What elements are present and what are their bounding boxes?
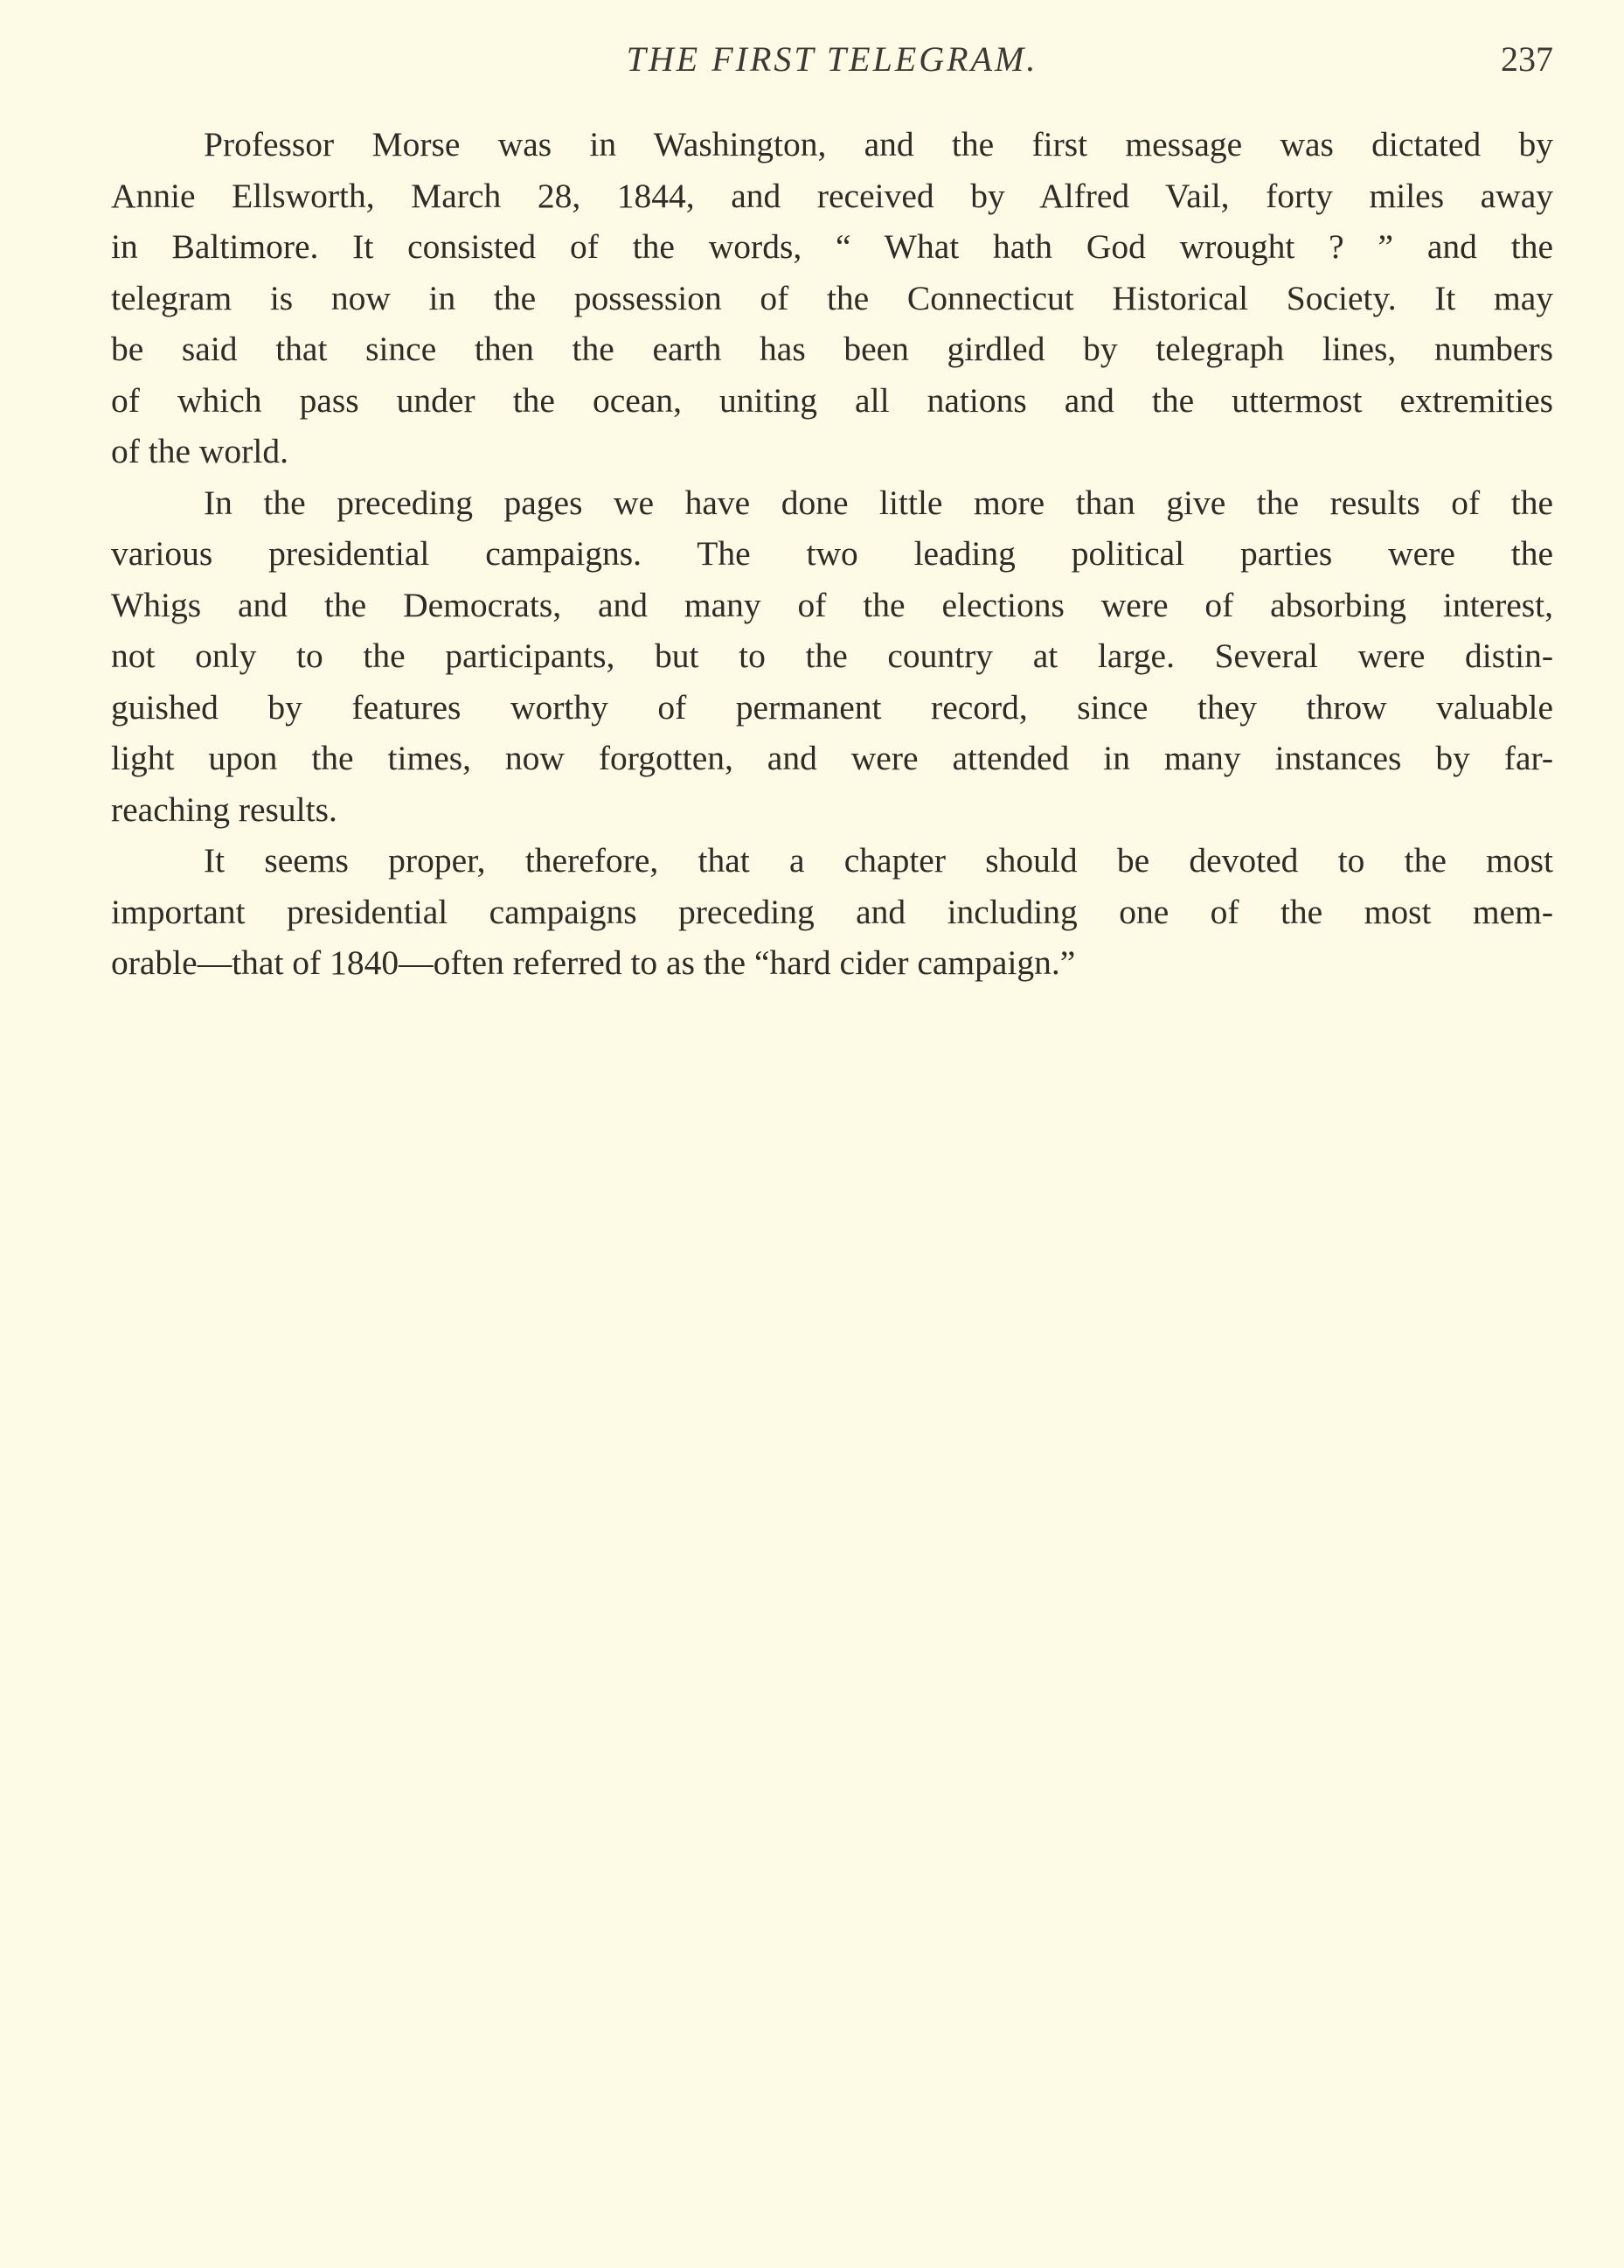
text-line: important presidential campaigns preceding and including one of the most mem- [111, 892, 1553, 931]
text-line: of which pass under the ocean, uniting all nations and the uttermost extremities [111, 380, 1553, 420]
text-line: various presidential campaigns. The two leading political parties were the [111, 534, 1553, 573]
text-line: be said that since then the earth has been girdled by telegraph lines, numbers [111, 330, 1553, 368]
paragraph-campaigns [111, 477, 1553, 836]
text-line: reaching results. [111, 790, 337, 829]
text-line: of the world. [111, 432, 288, 470]
text-line: guished by features worthy of permanent record, since they throw valuable [111, 687, 1553, 727]
paragraph-chapter [111, 835, 1553, 989]
text-line: telegram is now in the possession of the Connecticut Historical Society. It may [111, 278, 1553, 317]
body-text [111, 119, 1553, 989]
text-line: light upon the times, now forgotten, and were attended in many instances by far- [111, 739, 1553, 777]
text-line: Professor Morse was in Washington, and the first message was dictated by [204, 125, 1553, 163]
page-number: 237 [1501, 39, 1553, 79]
text-line: orable—that of 1840—often referred to as the “hard cider campaign.” [111, 943, 1076, 982]
paragraph-telegram [111, 119, 1553, 477]
text-line: Whigs and the Democrats, and many of the elections were of absorbing interest, [111, 585, 1553, 624]
running-title: THE FIRST TELEGRAM. [626, 39, 1038, 79]
text-line: It seems proper, therefore, that a chapter should be devoted to the most [204, 841, 1553, 880]
text-line: not only to the participants, but to the country at large. Several were distin- [111, 637, 1553, 675]
text-line: In the preceding pages we have done little more than give the results of the [204, 483, 1553, 522]
running-head [111, 38, 1553, 91]
text-line: Annie Ellsworth, March 28, 1844, and received by Alfred Vail, forty miles away [111, 176, 1553, 215]
text-line: in Baltimore. It consisted of the words, “ What hath God wrought ? ” and the [111, 227, 1553, 266]
